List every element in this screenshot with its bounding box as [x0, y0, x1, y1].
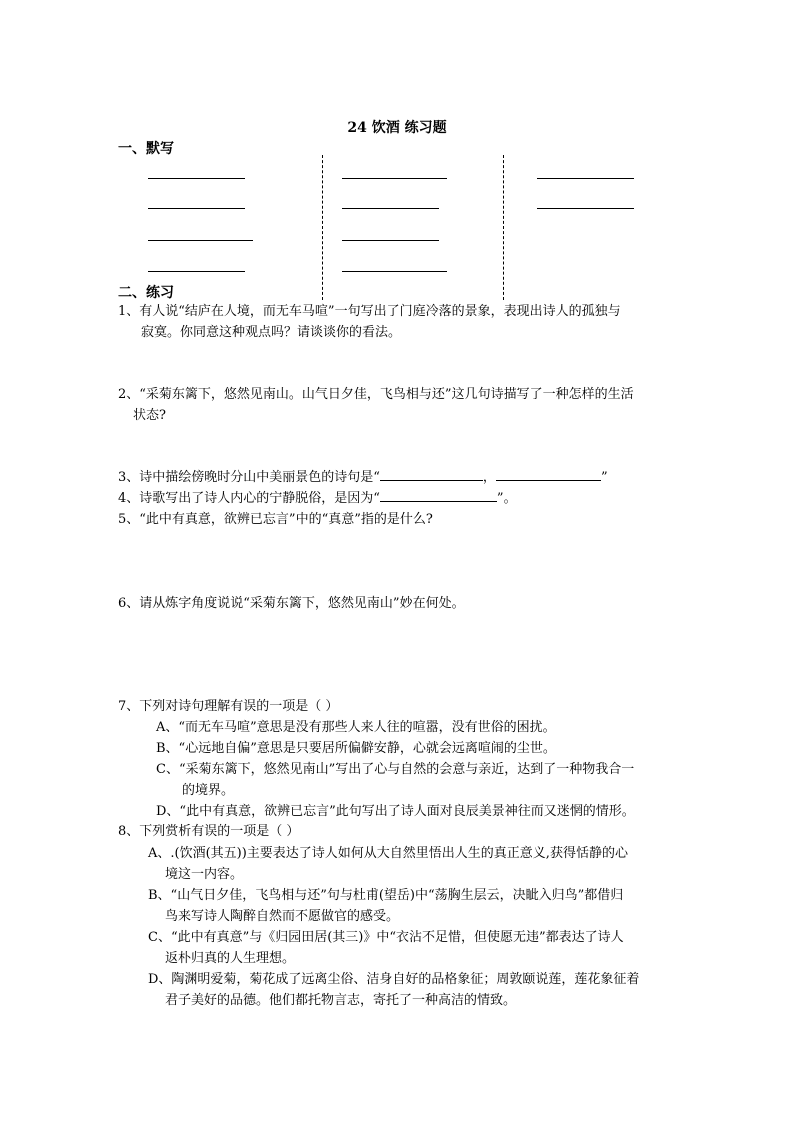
question-8-option-a-line-2: 境这一内容。	[165, 867, 244, 882]
question-8-option-d-line-1: D、陶渊明爱菊，菊花成了远离尘俗、洁身自好的品格象征；周敦颐说莲，莲花象征着	[148, 972, 640, 987]
dictation-blank[interactable]	[148, 178, 245, 179]
question-7-option-a: A、“而无车马喧”意思是没有那些人来人往的喧嚣，没有世俗的困扰。	[156, 720, 556, 735]
dictation-blank[interactable]	[537, 208, 634, 209]
question-8-option-a-line-1: A、.(饮酒(其五))主要表达了诗人如何从大自然里悟出人生的真正意义,获得恬静的心	[148, 846, 628, 861]
question-1-line-1: 1、有人说“结庐在人境，而无车马喧”一句写出了门庭冷落的景象，表现出诗人的孤独与	[118, 304, 621, 319]
question-6: 6、请从炼字角度说说“采菊东篱下，悠然见南山”妙在何处。	[118, 596, 465, 611]
dictation-blank[interactable]	[342, 208, 439, 209]
question-4-close: ”。	[496, 491, 517, 506]
dictation-blank[interactable]	[342, 271, 447, 272]
question-8-option-b-line-1: B、“山气日夕佳，飞鸟相与还”句与杜甫(望岳)中“荡胸生层云，决眦入归鸟”都借归	[148, 888, 624, 903]
dictation-blank[interactable]	[537, 178, 634, 179]
question-7-option-b: B、“心远地自偏”意思是只要居所偏僻安静，心就会远离喧闹的尘世。	[156, 741, 556, 756]
question-3-close: ”	[600, 470, 608, 485]
column-divider	[503, 155, 504, 300]
question-4	[118, 489, 517, 509]
section-heading-practice: 二、练习	[118, 285, 174, 301]
answer-blank[interactable]	[380, 489, 497, 502]
question-1-line-2: 寂寞。你同意这种观点吗？请谈谈你的看法。	[141, 325, 402, 340]
question-8-stem: 8、下列赏析有误的一项是（ ）	[118, 824, 300, 839]
dictation-blank[interactable]	[342, 240, 439, 241]
question-3-text: 3、诗中描绘傍晚时分山中美丽景色的诗句是“	[118, 470, 380, 485]
answer-blank[interactable]	[496, 468, 601, 481]
question-7-option-c-line-1: C、“采菊东篱下，悠然见南山”写出了心与自然的会意与亲近，达到了一种物我合一	[156, 762, 635, 777]
question-7-option-c-line-2: 的境界。	[182, 783, 235, 798]
section-heading-dictation: 一、默写	[118, 141, 174, 157]
question-7-stem: 7、下列对诗句理解有误的一项是（ ）	[118, 699, 339, 714]
dictation-blank[interactable]	[148, 271, 245, 272]
question-2-line-1: 2、“采菊东篱下，悠然见南山。山气日夕佳，飞鸟相与还”这几句诗描写了一种怎样的生活	[118, 387, 634, 402]
question-8-option-b-line-2: 鸟来写诗人陶醉自然而不愿做官的感受。	[165, 909, 400, 924]
page-title: 24 饮酒 练习题	[347, 120, 447, 136]
question-5: 5、“此中有真意，欲辨已忘言”中的“真意”指的是什么?	[118, 512, 433, 527]
question-2-line-2: 状态?	[133, 408, 166, 423]
question-7-option-d: D、“此中有真意，欲辨已忘言”此句写出了诗人面对良辰美景神往而又迷惘的情形。	[156, 804, 635, 819]
question-8-option-c-line-2: 返朴归真的人生理想。	[165, 951, 296, 966]
question-3-separator: ，	[482, 470, 496, 485]
dictation-blank[interactable]	[148, 240, 253, 241]
question-8-option-d-line-2: 君子美好的品德。他们都托物言志，寄托了一种高洁的情致。	[165, 993, 517, 1008]
dictation-blank[interactable]	[342, 178, 447, 179]
dictation-blank[interactable]	[148, 208, 245, 209]
answer-blank[interactable]	[380, 468, 483, 481]
question-8-option-c-line-1: C、“此中有真意”与《归园田居(其三)》中“衣沾不足惜，但使愿无违”都表达了诗人	[148, 930, 624, 945]
question-3	[118, 468, 608, 488]
column-divider	[322, 155, 323, 300]
question-4-text: 4、诗歌写出了诗人内心的宁静脱俗，是因为“	[118, 491, 380, 506]
